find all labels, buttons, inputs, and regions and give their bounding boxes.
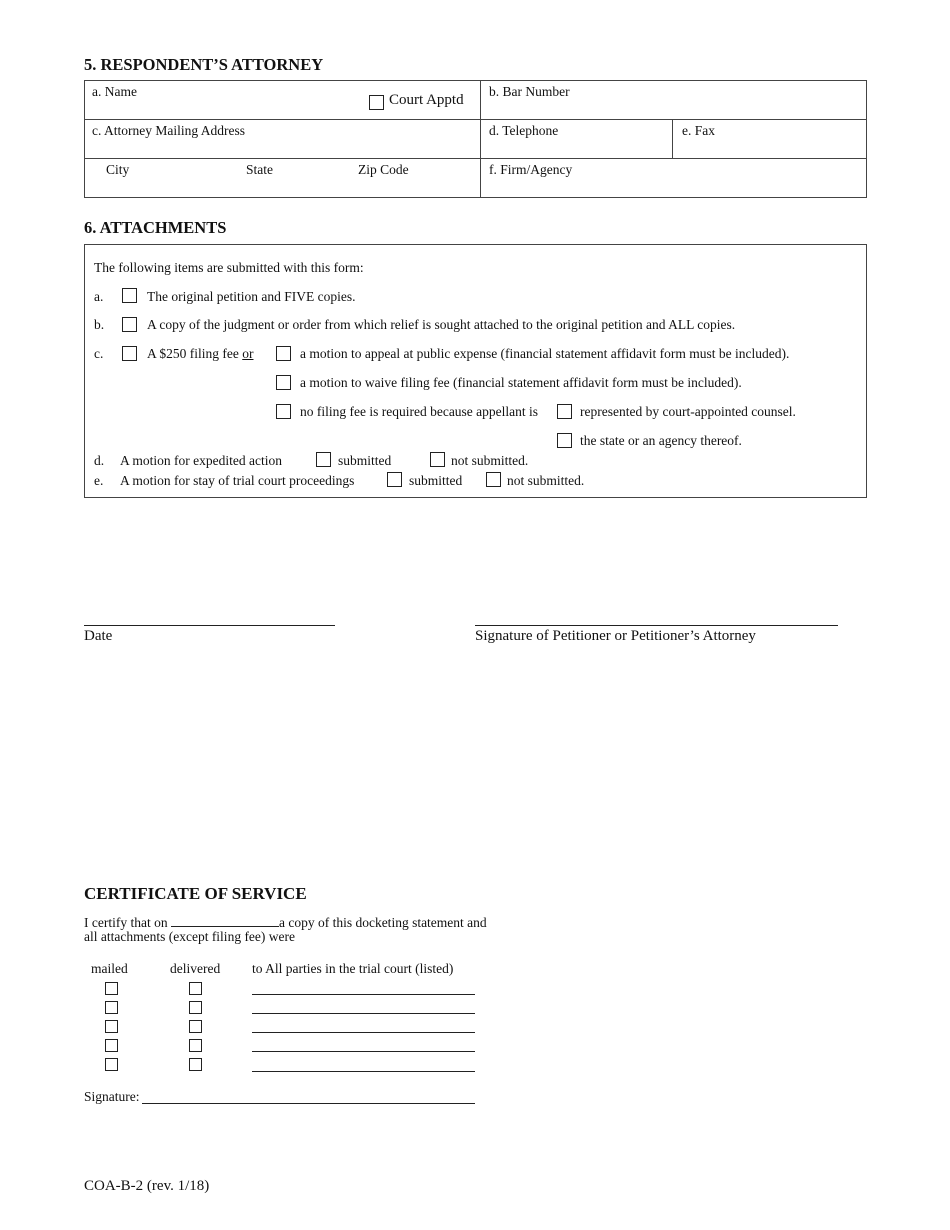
court-appointed-checkbox[interactable]: [557, 404, 572, 419]
item-a-text: The original petition and FIVE copies.: [147, 289, 356, 304]
fax-label: e. Fax: [682, 123, 715, 138]
certify-text-start: I certify that on: [84, 915, 171, 930]
stay-submitted-label: submitted: [409, 473, 463, 488]
mailed-checkbox[interactable]: [105, 1001, 118, 1014]
expedited-text: A motion for expedited action: [120, 453, 282, 468]
delivered-checkbox[interactable]: [189, 1039, 202, 1052]
item-b-checkbox[interactable]: [122, 317, 137, 332]
date-label: Date: [84, 628, 113, 644]
court-appointed-text: represented by court-appointed counsel.: [580, 404, 796, 419]
filing-fee-checkbox[interactable]: [122, 346, 137, 361]
item-e-letter: e.: [94, 473, 104, 488]
stay-not-submitted-label: not submitted.: [507, 473, 585, 488]
expedited-submitted-label: submitted: [338, 453, 392, 468]
item-d-letter: d.: [94, 453, 105, 468]
court-apptd-checkbox[interactable]: [369, 95, 384, 110]
certify-line-2: all attachments (except filing fee) were: [84, 929, 296, 944]
certificate-signature-label: Signature:: [84, 1089, 140, 1104]
item-c-letter: c.: [94, 346, 104, 361]
item-b-text: A copy of the judgment or order from which relief is sought attached to the original petition and ALL copies.: [147, 317, 736, 332]
name-label: a. Name: [92, 84, 137, 99]
no-fee-text: no filing fee is required because appellant is: [300, 404, 539, 419]
public-expense-checkbox[interactable]: [276, 346, 291, 361]
mailing-address-label: c. Attorney Mailing Address: [92, 123, 245, 138]
col-delivered-header: delivered: [170, 961, 221, 976]
expedited-not-submitted-checkbox[interactable]: [430, 452, 445, 467]
bar-number-label: b. Bar Number: [489, 84, 570, 99]
delivered-checkbox[interactable]: [189, 1001, 202, 1014]
court-apptd-label: Court Apptd: [389, 92, 464, 108]
respondent-table: [84, 80, 867, 198]
item-a-letter: a.: [94, 289, 104, 304]
delivered-checkbox[interactable]: [189, 1020, 202, 1033]
filing-fee-text: [147, 346, 253, 362]
zip-label: Zip Code: [358, 162, 409, 177]
waive-fee-checkbox[interactable]: [276, 375, 291, 390]
signature-line[interactable]: [475, 625, 838, 626]
stay-text: A motion for stay of trial court proceedings: [120, 473, 355, 488]
stay-submitted-checkbox[interactable]: [387, 472, 402, 487]
col-parties-header: to All parties in the trial court (listed): [252, 961, 454, 976]
city-label: City: [106, 162, 130, 177]
mailed-checkbox[interactable]: [105, 1039, 118, 1052]
mailed-checkbox[interactable]: [105, 1020, 118, 1033]
certify-text-end: a copy of this docketing statement and: [278, 915, 487, 930]
col-mailed-header: mailed: [91, 961, 128, 976]
item-a-checkbox[interactable]: [122, 288, 137, 303]
item-b-letter: b.: [94, 317, 105, 332]
date-line[interactable]: [84, 625, 335, 626]
telephone-label: d. Telephone: [489, 123, 559, 138]
stay-not-submitted-checkbox[interactable]: [486, 472, 501, 487]
certificate-signature-line[interactable]: [142, 1103, 475, 1104]
certificate-heading: CERTIFICATE OF SERVICE: [84, 884, 307, 903]
attachments-intro: The following items are submitted with this form:: [94, 260, 364, 275]
party-line[interactable]: [252, 994, 475, 995]
state-label: State: [246, 162, 273, 177]
party-line[interactable]: [252, 1013, 475, 1014]
party-line[interactable]: [252, 1032, 475, 1033]
no-fee-checkbox[interactable]: [276, 404, 291, 419]
mailed-checkbox[interactable]: [105, 982, 118, 995]
signature-label: Signature of Petitioner or Petitioner’s Attorney: [475, 628, 756, 644]
expedited-submitted-checkbox[interactable]: [316, 452, 331, 467]
filing-fee-label: A $250 filing fee: [147, 346, 239, 361]
expedited-not-submitted-label: not submitted.: [451, 453, 529, 468]
delivered-checkbox[interactable]: [189, 982, 202, 995]
certify-date-blank[interactable]: [171, 913, 279, 927]
mailed-checkbox[interactable]: [105, 1058, 118, 1071]
firm-label: f. Firm/Agency: [489, 162, 573, 177]
or-label: or: [242, 346, 254, 361]
state-agency-checkbox[interactable]: [557, 433, 572, 448]
waive-fee-text: a motion to waive filing fee (financial statement affidavit form must be included).: [300, 375, 742, 390]
party-line[interactable]: [252, 1071, 475, 1072]
delivered-checkbox[interactable]: [189, 1058, 202, 1071]
state-agency-text: the state or an agency thereof.: [580, 433, 742, 448]
attachments-heading: 6. ATTACHMENTS: [84, 218, 227, 237]
respondent-heading: 5. RESPONDENT’S ATTORNEY: [84, 55, 324, 74]
party-line[interactable]: [252, 1051, 475, 1052]
public-expense-text: a motion to appeal at public expense (financial statement affidavit form must be included).: [300, 346, 790, 361]
form-code: COA-B-2 (rev. 1/18): [84, 1178, 210, 1194]
